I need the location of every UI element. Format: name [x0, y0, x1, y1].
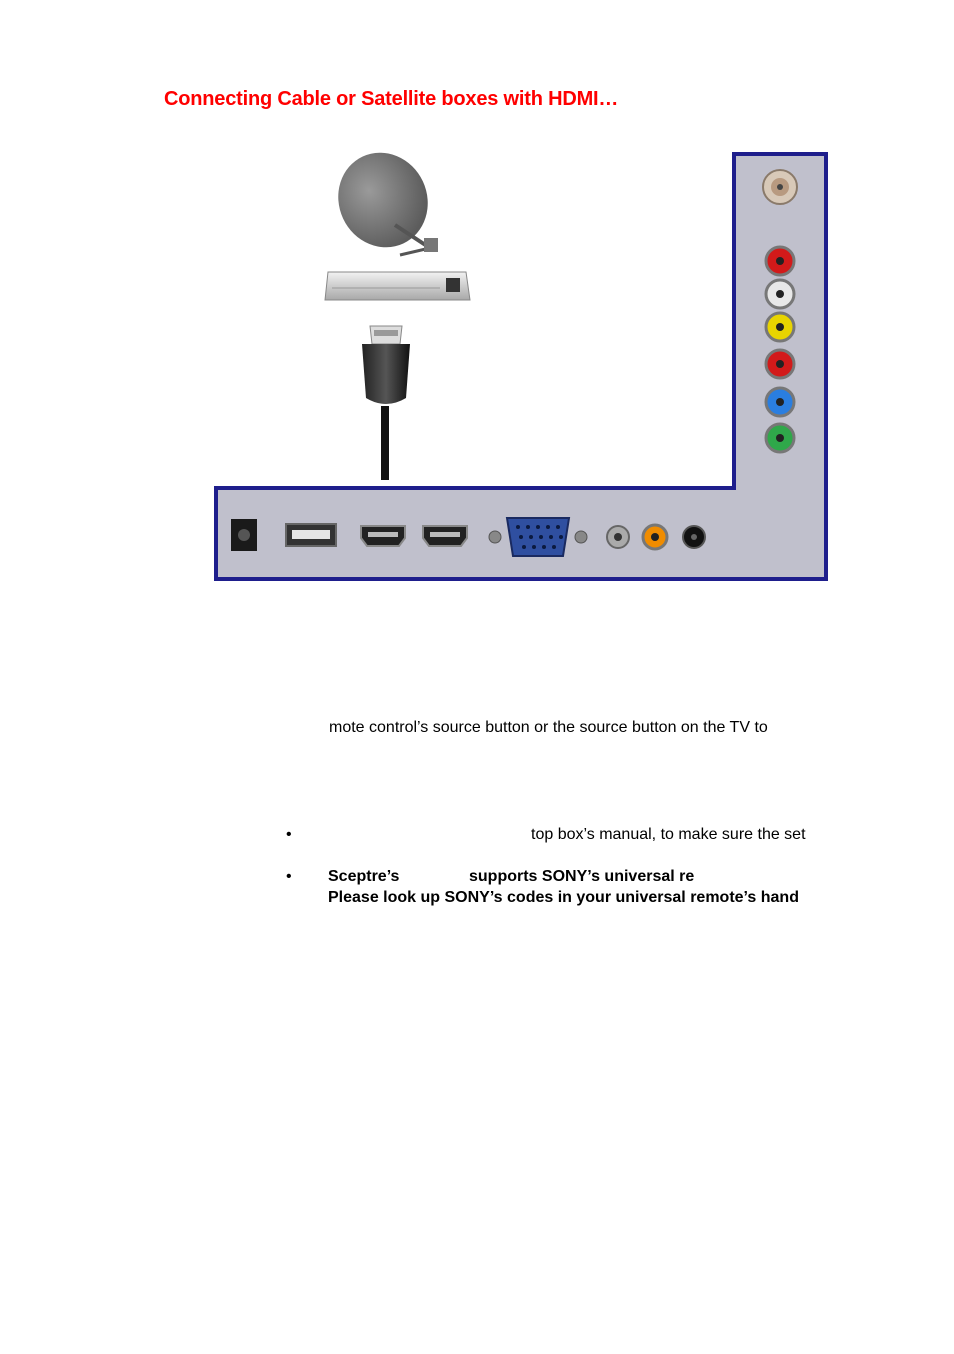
rca-yellow-icon: [766, 313, 794, 341]
dc-power-jack-icon: [231, 519, 257, 551]
rca-white-icon: [766, 280, 794, 308]
audio-jack-black-icon: [683, 526, 705, 548]
usb-port-icon: [286, 524, 336, 546]
bullet-text-sceptre: Sceptre’s: [328, 868, 400, 885]
rca-blue-icon: [766, 388, 794, 416]
bullet-marker: •: [286, 868, 292, 885]
bullet-text-sony-support: supports SONY’s universal re: [469, 868, 695, 885]
bullet-marker: •: [286, 826, 292, 843]
page-title: Connecting Cable or Satellite boxes with HDMI…: [164, 88, 619, 110]
rca-red-icon: [766, 247, 794, 275]
hdmi-port-icon: [423, 526, 467, 546]
tv-back-panel: [216, 154, 826, 579]
rf-coax-icon: [763, 170, 797, 204]
set-top-box-icon: [325, 272, 470, 300]
rca-green-icon: [766, 424, 794, 452]
hdmi-port-icon: [361, 526, 405, 546]
audio-jack-grey-icon: [607, 526, 629, 548]
instruction-text: mote control’s source button or the source button on the TV to: [329, 719, 768, 736]
rca-red-icon: [766, 350, 794, 378]
bullet-text-sony-codes: Please look up SONY’s codes in your universal remote’s hand: [328, 889, 799, 906]
connection-diagram: [0, 0, 954, 620]
audio-jack-orange-icon: [643, 525, 667, 549]
bullet-text-settop-manual: top box’s manual, to make sure the set: [531, 826, 806, 843]
hdmi-cable-icon: [362, 326, 410, 480]
satellite-dish-icon: [323, 138, 443, 262]
